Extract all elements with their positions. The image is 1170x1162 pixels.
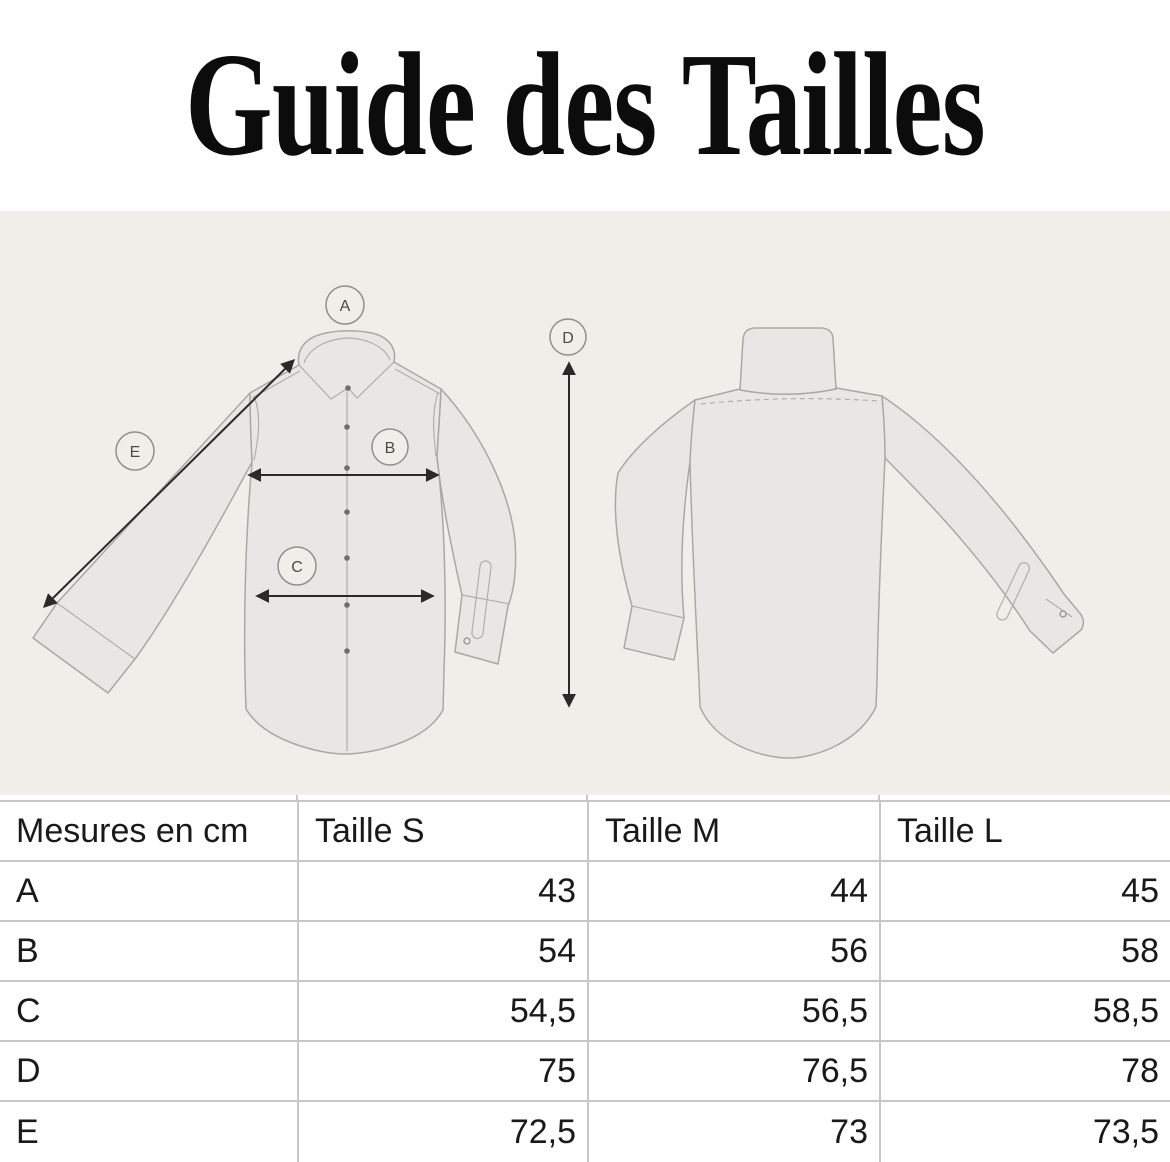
gridline-stub [586, 795, 588, 800]
column-header-size-l: Taille L [879, 802, 1170, 862]
value-d-s: 75 [297, 1042, 587, 1102]
value-b-l: 58 [879, 922, 1170, 982]
size-diagram [0, 211, 1170, 795]
row-label: E [16, 1112, 39, 1151]
value-e-s: 72,5 [297, 1102, 587, 1162]
value-d-m: 76,5 [587, 1042, 879, 1102]
column-header-size-m: Taille M [587, 802, 879, 862]
gridline-stub [296, 795, 298, 800]
shirt-back-illustration [615, 328, 1083, 758]
size-table-section [0, 795, 1170, 1160]
marker-d-label: D [562, 330, 574, 347]
value-d-l: 78 [879, 1042, 1170, 1102]
value-a-m: 44 [587, 862, 879, 922]
measure-marker-a [326, 286, 364, 324]
marker-e-label: E [129, 444, 141, 461]
shirt-measure-diagram [0, 211, 1170, 795]
column-header-measures: Mesures en cm [0, 802, 297, 862]
value-a-s: 43 [297, 862, 587, 922]
value-c-l: 58,5 [879, 982, 1170, 1042]
row-label: C [0, 982, 297, 1042]
value-c-s: 54,5 [297, 982, 587, 1042]
marker-a-label: A [339, 298, 351, 315]
row-label: B [0, 922, 297, 982]
marker-b-label: B [384, 440, 396, 457]
gridline-stub [878, 795, 880, 800]
column-header-size-s: Taille S [297, 802, 587, 862]
measure-marker-b [372, 429, 408, 465]
title-section [0, 0, 1170, 211]
value-b-s: 54 [297, 922, 587, 982]
marker-c-label: C [291, 559, 303, 576]
value-a-l: 45 [879, 862, 1170, 922]
value-b-m: 56 [587, 922, 879, 982]
value-c-m: 56,5 [587, 982, 879, 1042]
row-label: D [0, 1042, 297, 1102]
value-e-m: 73 [587, 1102, 879, 1162]
value-e-l: 73,5 [879, 1102, 1170, 1162]
row-label: A [0, 862, 297, 922]
page-title: Guide des Tailles [185, 23, 985, 187]
measure-marker-d [550, 319, 586, 355]
size-table [0, 800, 1170, 1162]
shirt-front-illustration [33, 331, 516, 754]
measure-marker-c [278, 547, 316, 585]
measure-marker-e [116, 432, 154, 470]
